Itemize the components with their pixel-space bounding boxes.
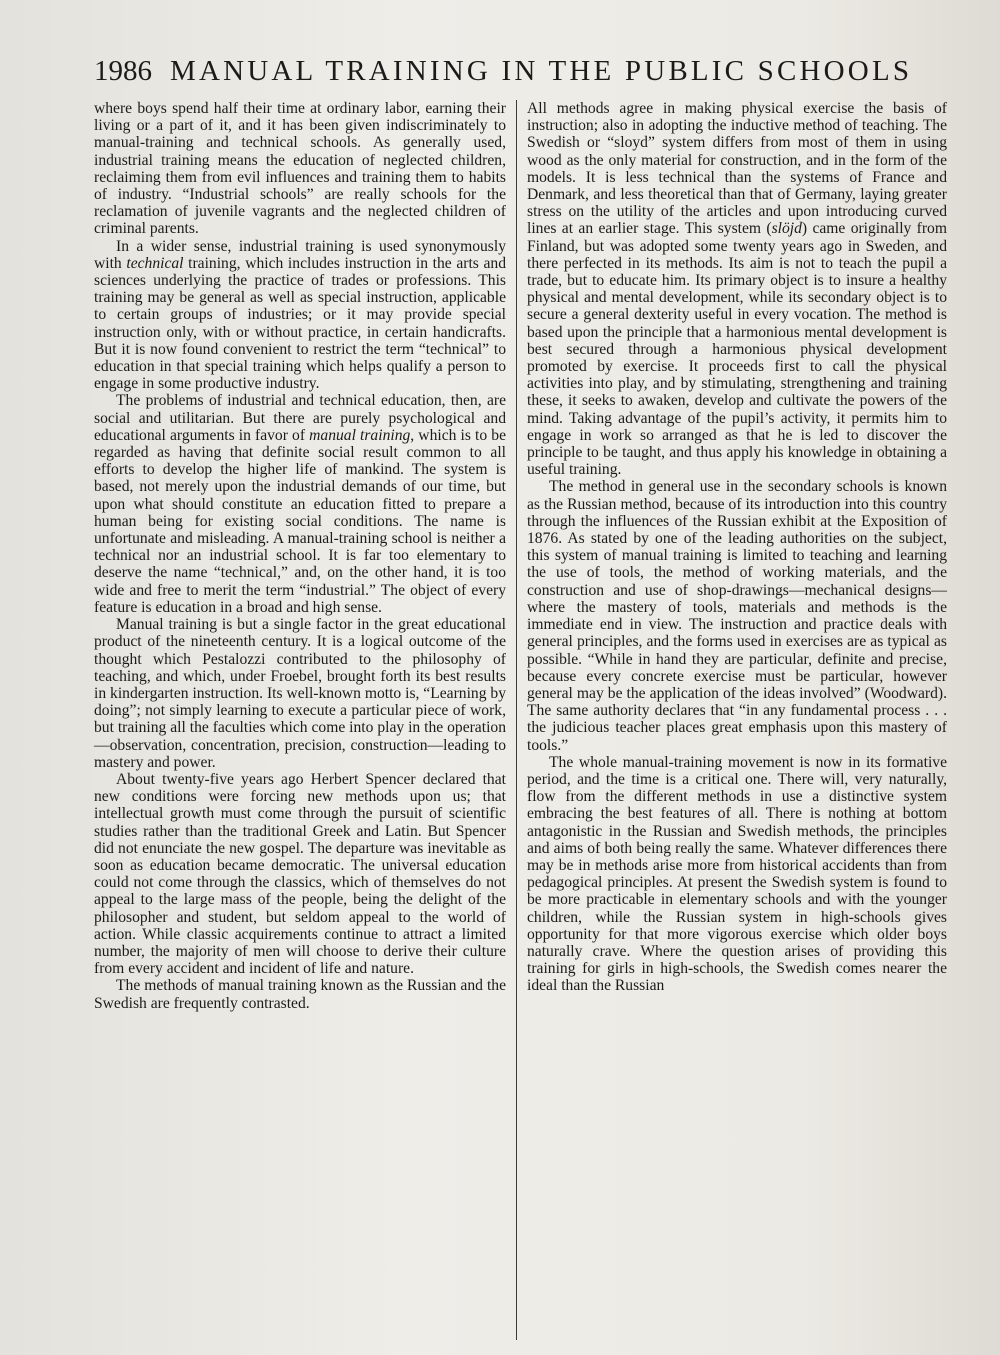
paragraph: About twenty-five years ago Herbert Spencer declared that new conditions were forcing new methods upon us; that intellectual growth must come through the pursuit of scientific studies rather than the traditional Greek and Latin. But Spencer did not enunciate the new gospel. The departure was inevitable as soon as education became democratic. The universal education could not come through the classics, which of themselves do not appeal to the large mass of the people, being the delight of the philosopher and student, but seldom appeal to the world of action. While classic acquirements continue to attract a limited number, the majority of men will choose to derive their culture from every accident and incident of life and nature. <box>94 770 506 978</box>
right-column <box>527 100 947 995</box>
paragraph-text: , which is to be regarded as having that definite social result common to all efforts to develop the higher life of mankind. The system is based, not merely upon the industrial demands of our time, but upon what should constitute an education fitted to prepare a human being for existing social conditions. The name is unfortunate and misleading. A manual-training school is neither a technical nor an industrial school. It is far too elementary to deserve the name “technical,” and, on the other hand, it is too wide and free to merit the term “industrial.” The object of every feature is education in a broad and high sense. <box>94 426 507 616</box>
italic-term: technical <box>126 254 184 272</box>
italic-term: slöjd <box>771 220 802 238</box>
paragraph: where boys spend half their time at ordinary labor, earning their living or a part of it, and it has been given indiscriminately to manual-training and technical schools. As generally used, industrial training means the education of neglected children, reclaiming them from evil influences and training them to habits of industry. “Industrial schools” are really schools for the reclamation of juvenile vagrants and the neglected children of criminal parents. <box>94 100 506 238</box>
left-column <box>94 100 506 1012</box>
paragraph: The whole manual-training movement is now in its formative period, and the time is a critical one. There will, very naturally, flow from the different methods in use a distinctive system embracing the best features of all. There is nothing at bottom antagonistic in the Russian and Swedish methods, the principles and aims of both being really the same. Whatever differences there may be in methods arise more from historical accidents than from pedagogical principles. At present the Swedish system is found to be more practicable in elementary schools and with the younger children, while the Russian system in high-schools gives opportunity for that more vigorous exercise which older boys naturally crave. Where the question arises of providing this training for girls in high-schools, the Swedish comes nearer the ideal than the Russian <box>527 753 947 995</box>
paragraph: The methods of manual training known as the Russian and the Swedish are frequently contrasted. <box>94 977 506 1012</box>
page-number: 1986 <box>94 55 152 87</box>
paragraph <box>94 392 506 616</box>
running-header <box>94 54 926 88</box>
column-rule <box>516 100 517 1340</box>
paragraph-text: The problems of industrial and technical education, then, are social and utilitarian. But there are purely psychological and educational arguments in favor of <box>94 392 506 444</box>
paragraph-text: All methods agree in making physical exercise the basis of instruction; also in adopting the inductive method of teaching. The Swedish or “sloyd” system differs from most of them in using wood as the only material for construction, and in the form of the models. It is less technical than the systems of France and Denmark, and less theoretical than that of Germany, laying greater stress on the utility of the articles and upon introducing curved lines at an earlier stage. This system ( <box>527 100 947 238</box>
paragraph: Manual training is but a single factor in the great educational product of the nineteenth century. It is a logical outcome of the thought which Pestalozzi contributed to the philosophy of teaching, and which, under Froebel, brought forth its best results in kindergarten instruction. Its well-known motto is, “Learning by doing”; not simply learning to execute a particular piece of work, but training all the faculties which come into play in the operation—observation, concentration, precision, construction—leading to mastery and power. <box>94 616 507 771</box>
paragraph-text: training, which includes instruction in the arts and sciences underlying the practice of trades or professions. This training may be general as well as special instruction, applicable to certain groups of industries; or it may provide special instruction only, with or without practice, in certain handicrafts. But it is now found convenient to restrict the term “technical” to education in that special training which helps qualify a person to engage in some productive industry. <box>94 254 506 393</box>
paragraph: The method in general use in the secondary schools is known as the Russian method, because of its introduction into this country through the influences of the Russian exhibit at the Exposition of 1876. As stated by one of the leading authorities on the subject, this system of manual training is limited to teaching and learning the use of tools, the method of working materials, and the construction and use of shop-drawings—mechanical designs—where the mastery of tools, materials and methods is the immediate end in view. The instruction and practice deals with general principles, and the forms used in exercises are as typical as possible. “While in hand they are particular, definite and precise, because every concrete exercise must be particular, however general may be the application of the ideas involved” (Woodward). The same authority declares that “in any fundamental process . . . the judicious teacher places great emphasis upon this mastery of tools.” <box>527 478 947 754</box>
italic-term: manual training <box>309 426 411 444</box>
paragraph <box>94 238 506 393</box>
running-title: MANUAL TRAINING IN THE PUBLIC SCHOOLS <box>170 55 913 87</box>
paragraph <box>527 100 947 478</box>
paragraph-text: ) came originally from Finland, but was adopted some twenty years ago in Sweden, and there perfected in its methods. Its aim is not to teach the pupil a trade, but to educate him. Its primary object is to insure a healthy physical and mental development, while its secondary object is to secure a general dexterity useful in every vocation. The method is based upon the principle that a harmonious mental development is best secured through a harmonious physical development promoted by exercise. It proceeds first to call the physical activities into play, and by stimulating, strengthening and training these, it seeks to awaken, develop and cultivate the powers of the mind. Taking advantage of the pupil’s activity, it permits him to engage in work so arranged as that he is led to discover the principle to be taught, and thus apply his knowledge in obtaining a useful training. <box>527 220 947 479</box>
paragraph-text: In a wider sense, industrial training is used synonymously with <box>94 237 506 272</box>
